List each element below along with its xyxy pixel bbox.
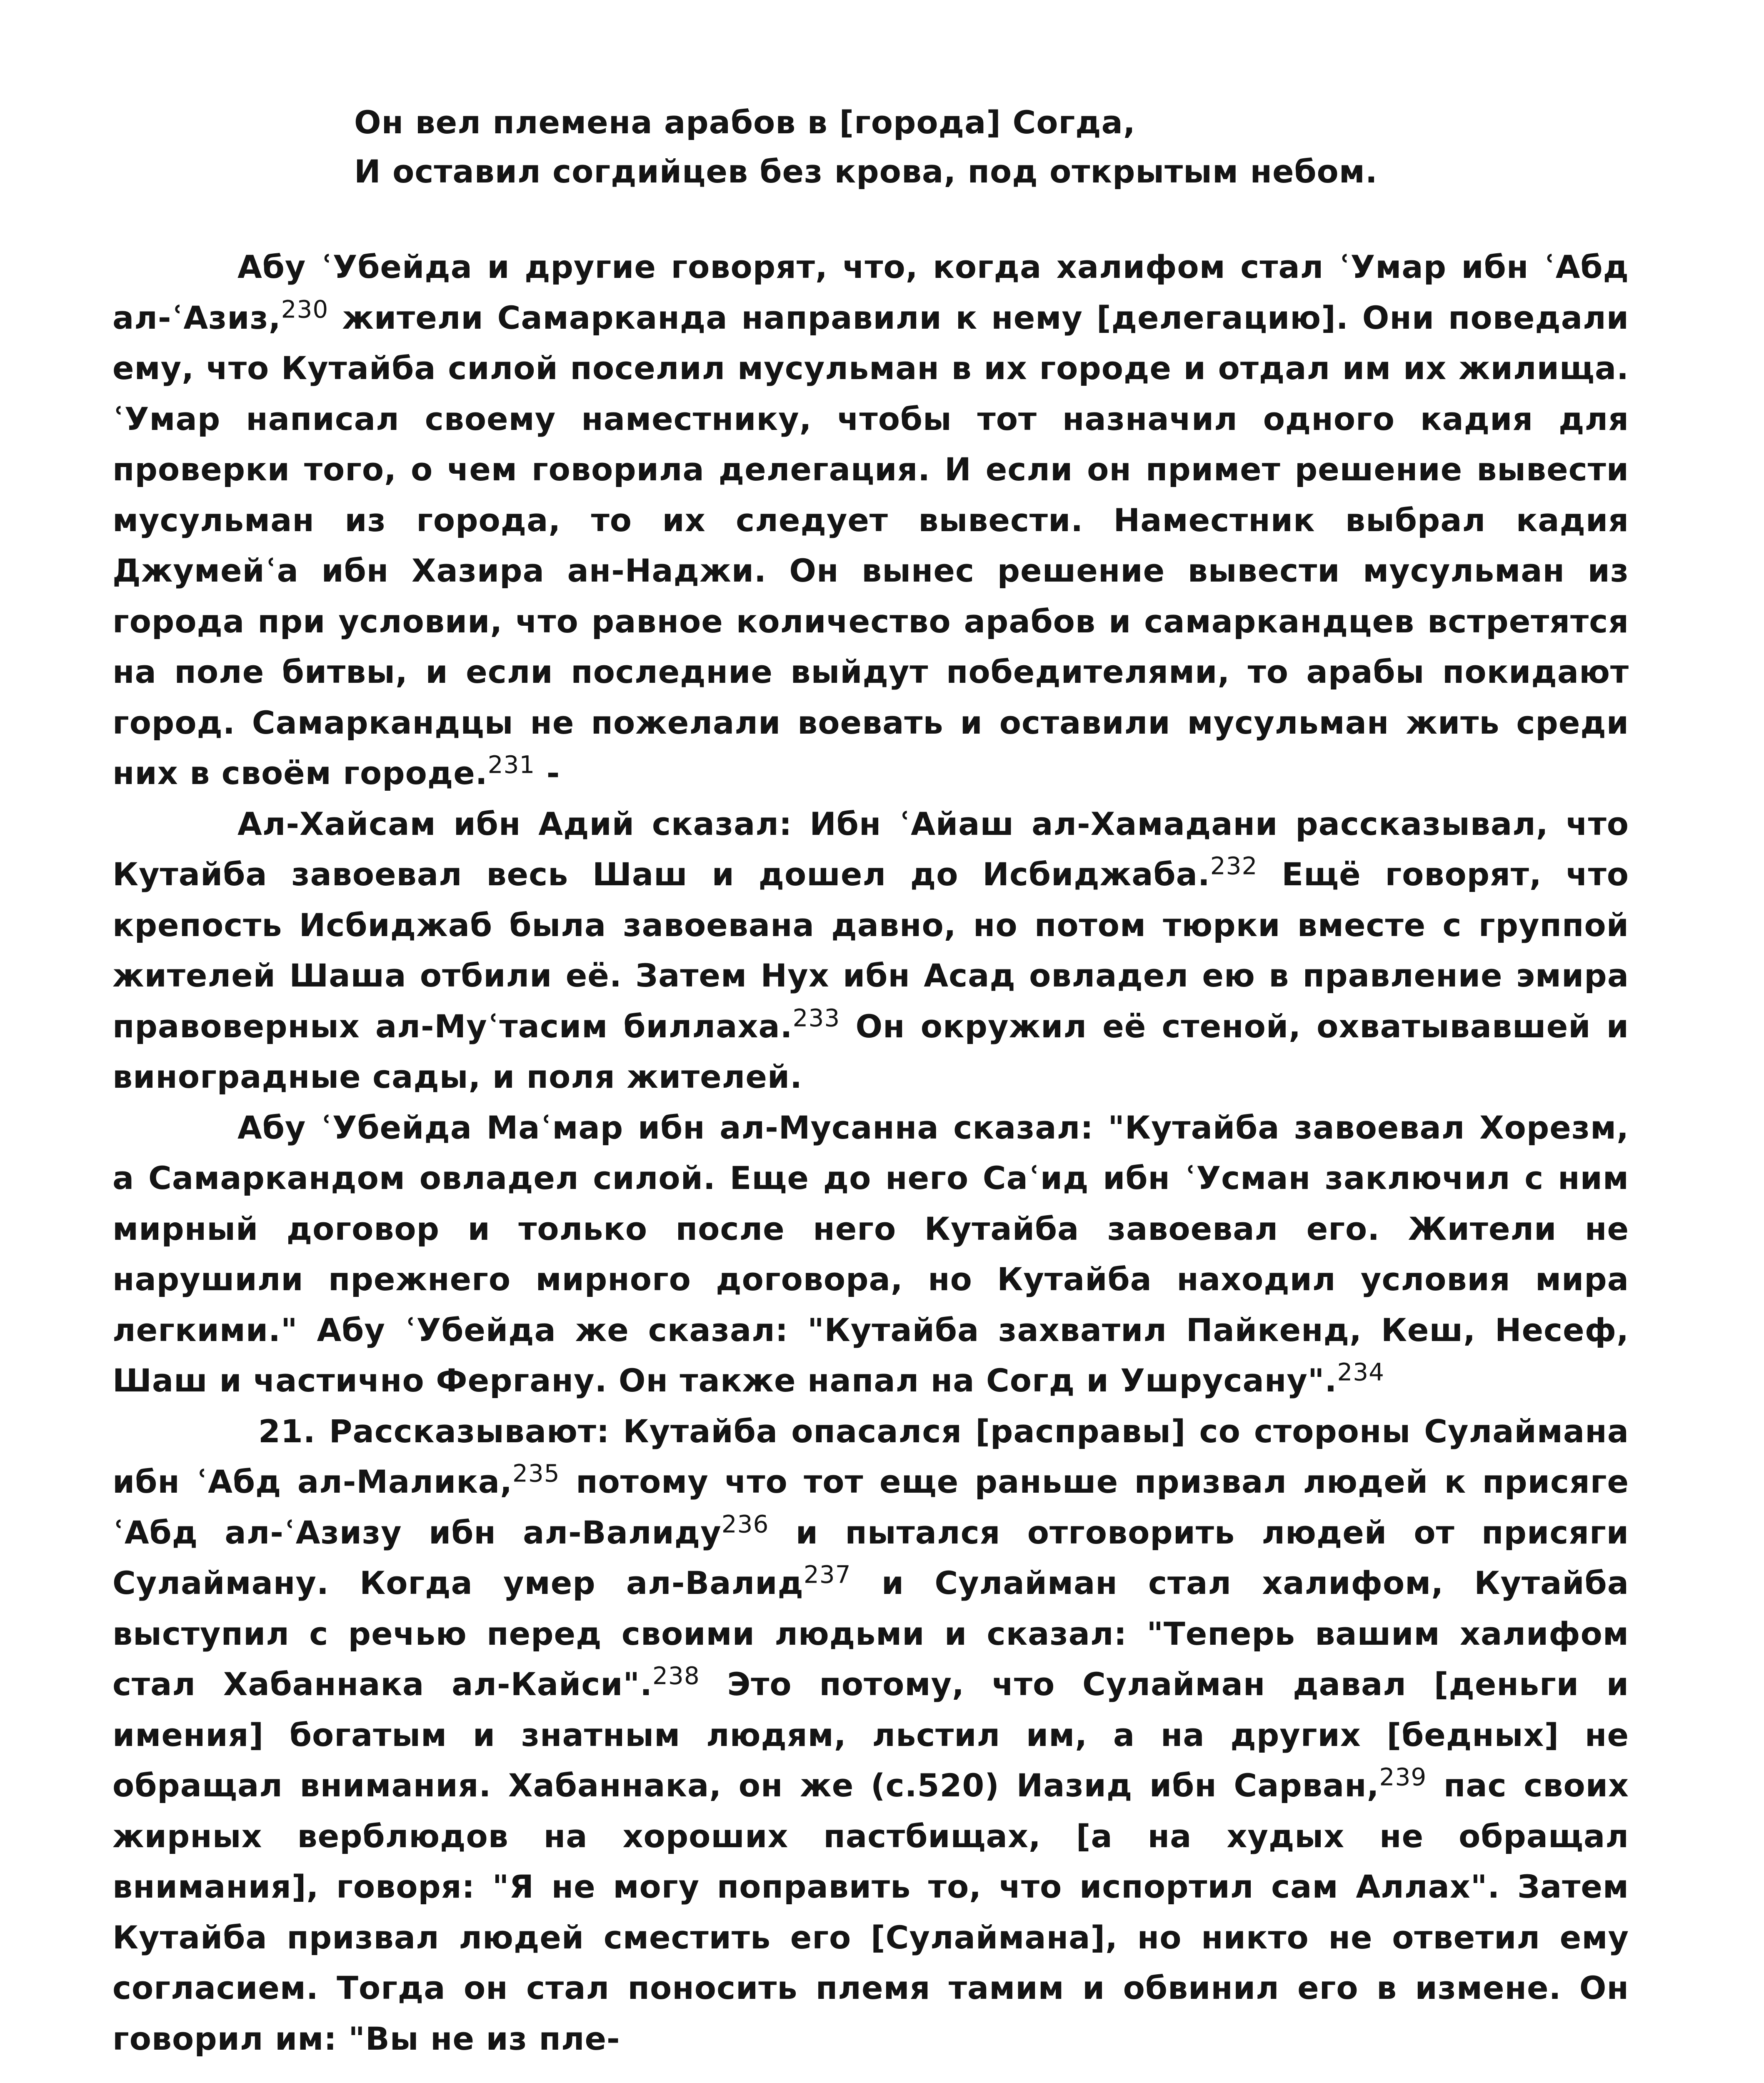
footnote-ref: 230 bbox=[281, 295, 329, 324]
text-run: и пытался отговорить людей от присяги Сулайману. Когда умер ал-Валид bbox=[112, 1514, 1629, 1601]
paragraph bbox=[112, 1102, 1629, 1406]
verse-block bbox=[354, 98, 1729, 196]
text-run: 21. Рассказывают: Кутайба опасался [расправы] со стороны Сулаймана ибн ʿАбд ал-Малика, bbox=[112, 1412, 1629, 1500]
footnote-ref: 238 bbox=[652, 1661, 700, 1690]
footnote-ref: 239 bbox=[1379, 1763, 1427, 1791]
verse-line: И оставил согдийцев без крова, под открытым небом. bbox=[354, 153, 1378, 190]
paragraph bbox=[112, 1406, 1629, 2064]
text-run: потому что тот еще раньше призвал людей к присяге ʿАбд ал-ʿАзизу ибн ал-Валиду bbox=[112, 1463, 1629, 1551]
footnote-ref: 236 bbox=[721, 1510, 769, 1539]
text-run: Абу ʿУбейда Маʿмар ибн ал-Мусанна сказал: "Кутайба завоевал Хорезм, а Самаркандом овладел силой. Еще до него Саʿид ибн ʿУсман заключил с ним мирный договор и только после него Кутайба завоевал его. Жители не нарушили прежнего мирного договора, но Кутайба находил условия мира легкими." Абу ʿУбейда же сказал: "Кутайба захватил Пайкенд, Кеш, Несеф, Шаш и частично Фергану. Он также напал на Согд и Ушрусану". bbox=[112, 1109, 1629, 1399]
paragraph bbox=[112, 799, 1629, 1102]
footnote-ref: 231 bbox=[487, 750, 535, 779]
text-run: Это потому, что Сулайман давал [деньги и имения] богатым и знатным людям, льстил им, а на других [бедных] не обращал внимания. Хабаннака, он же (с.520) Иазид ибн Сарван, bbox=[112, 1666, 1629, 1804]
footnote-ref: 237 bbox=[803, 1560, 851, 1589]
text-run: Ал-Хайсам ибн Адий сказал: Ибн ʿАйаш ал-Хамадани рассказывал, что Кутайба завоевал весь Шаш и дошел до Исбиджаба. bbox=[112, 805, 1629, 893]
footnote-ref: 233 bbox=[792, 1004, 840, 1032]
text-run: - bbox=[535, 754, 560, 792]
body-text bbox=[112, 242, 1629, 2064]
text-run: Он окружил её стеной, охватывавшей и виноградные сады, и поля жителей. bbox=[112, 1007, 1629, 1095]
text-run: Ещё говорят, что крепость Исбиджаб была завоевана давно, но потом тюрки вместе с группой жителей Шаша отбили её. Затем Нух ибн Асад овладел ею в правление эмира правоверных ал-Муʿтасим биллаха. bbox=[112, 856, 1629, 1045]
text-run: жители Самарканда направили к нему [делегацию]. Они поведали ему, что Кутайба силой поселил мусульман в их городе и отдал им их жилища. ʿУмар написал своему наместнику, чтобы тот назначил одного кадия для проверки того, о чем говорила делегация. И если он примет решение вывести мусульман из города, то их следует вывести. Наместник выбрал кадия Джумейʿа ибн Хазира ан-Наджи. Он вынес решение вывести мусульман из города при условии, что равное количество арабов и самаркандцев встретятся на поле битвы, и если последние выйдут победителями, то арабы покидают город. Самаркандцы не пожелали воевать и оставили мусульман жить среди них в своём городе. bbox=[112, 299, 1629, 792]
text-run: пас своих жирных верблюдов на хороших пастбищах, [а на худых не обращал внимания], говоря: "Я не могу поправить то, что испортил сам Аллах". Затем Кутайба призвал людей сместить его [Сулаймана], но никто не ответил ему согласием. Тогда он стал поносить племя тамим и обвинил его в измене. Он говорил им: "Вы не из пле- bbox=[112, 1767, 1629, 2057]
verse-line: Он вел племена арабов в [города] Согда, bbox=[354, 104, 1136, 141]
footnote-ref: 235 bbox=[512, 1459, 560, 1488]
footnote-ref: 232 bbox=[1210, 852, 1258, 880]
text-run: и Сулайман стал халифом, Кутайба выступил с речью перед своими людьми и сказал: "Теперь вашим халифом стал Хабаннака ал-Кайси". bbox=[112, 1564, 1629, 1703]
text-run: Абу ʿУбейда и другие говорят, что, когда халифом стал ʿУмар ибн ʿАбд ал-ʿАзиз, bbox=[112, 248, 1629, 336]
paragraph bbox=[112, 242, 1629, 799]
footnote-ref: 234 bbox=[1337, 1358, 1385, 1386]
